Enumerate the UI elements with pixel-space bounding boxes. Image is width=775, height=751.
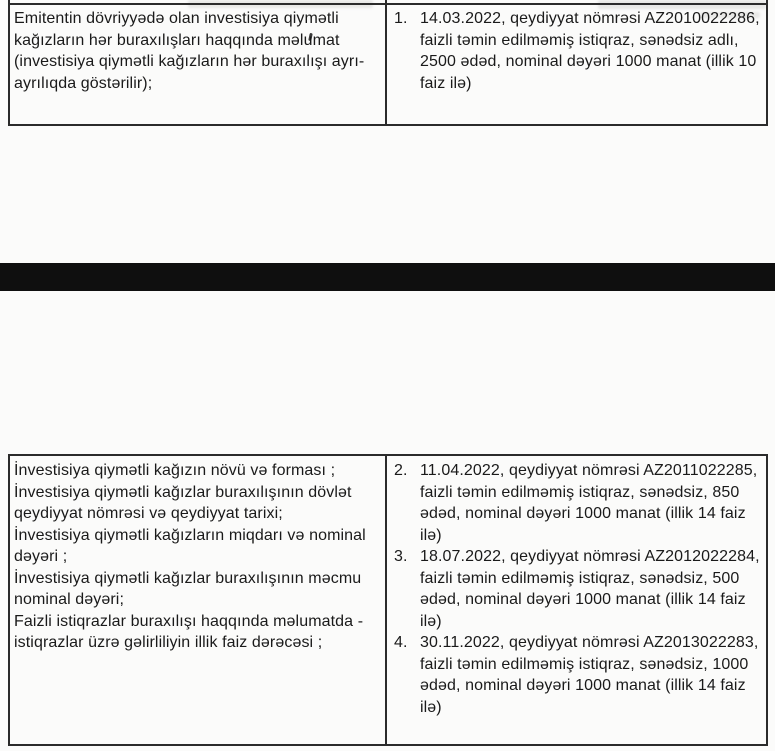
table2-right-border <box>766 454 768 745</box>
table2-left-border <box>8 454 10 745</box>
list-item-text: 14.03.2022, qeydiyyat nömrəsi AZ2010022286, faizli təmin edilməmiş istiqraz, sənədsiz adlı, 2500 ədəd, nominal dəyəri 1000 manat (illik 10 faiz ilə) <box>420 10 760 92</box>
table2-left-line: İnvestisiya qiymətli kağızlar buraxılışının məcmu nominal dəyəri; <box>14 569 362 608</box>
table2-left-line: İnvestisiya qiymətli kağızlar buraxılışının dövlət qeydiyyat nömrəsi və qeydiyyat tarixi; <box>14 483 352 522</box>
table2-column-divider <box>385 454 387 745</box>
list-item-number: 3. <box>394 548 408 565</box>
table2-left-cell <box>14 460 379 654</box>
list-item-number: 2. <box>394 462 408 479</box>
table1-column-divider <box>385 0 387 126</box>
table2-left-line: Faizli istiqrazlar buraxılışı haqqında məlumatda - istiqrazlar üzrə gəlirliliyin illik faiz dərəcəsi ; <box>14 612 364 651</box>
table2-bottom-border <box>8 744 768 746</box>
table1-right-border <box>766 0 768 126</box>
table1-bottom-border <box>8 124 768 126</box>
list-item-number: 4. <box>394 634 408 651</box>
list-item <box>394 460 760 546</box>
table1-left-border <box>8 0 10 126</box>
list-item-number: 1. <box>394 10 408 27</box>
table1-left-cell <box>14 8 379 94</box>
table1-left-text: Emitentin dövriyyədə olan investisiya qiymətli kağızların hər buraxılışları haqqında məlumat (investisiya qiymətli kağızların hər buraxılışı ayrı-ayrılıqda göstərilir); <box>14 10 365 92</box>
list-item-text: 11.04.2022, qeydiyyat nömrəsi AZ2011022285, faizli təmin edilməmiş istiqraz, sənədsiz, 850 ədəd, nominal dəyəri 1000 manat (illik 14 faiz ilə) <box>420 462 758 544</box>
table2-left-line: İnvestisiya qiymətli kağızların miqdarı və nominal dəyəri ; <box>14 526 366 565</box>
table1-right-cell <box>394 8 760 94</box>
table1-top-border <box>8 3 768 5</box>
table2-right-cell <box>394 460 760 718</box>
list-item <box>394 632 760 718</box>
list-item-text: 30.11.2022, qeydiyyat nömrəsi AZ2013022283, faizli təmin edilməmiş istiqraz, sənədsiz, 1000 ədəd, nominal dəyəri 1000 manat (illik 14 faiz ilə) <box>420 634 759 716</box>
list-item-text: 18.07.2022, qeydiyyat nömrəsi AZ2012022284, faizli təmin edilməmiş istiqraz, sənədsiz, 500 ədəd, nominal dəyəri 1000 manat (illik 14 faiz ilə) <box>420 548 760 630</box>
table2-left-line: İnvestisiya qiymətli kağızın növü və forması ; <box>14 462 336 479</box>
table2-top-border <box>8 454 768 456</box>
list-item <box>394 546 760 632</box>
list-item <box>394 8 760 94</box>
page-separator <box>0 263 775 291</box>
